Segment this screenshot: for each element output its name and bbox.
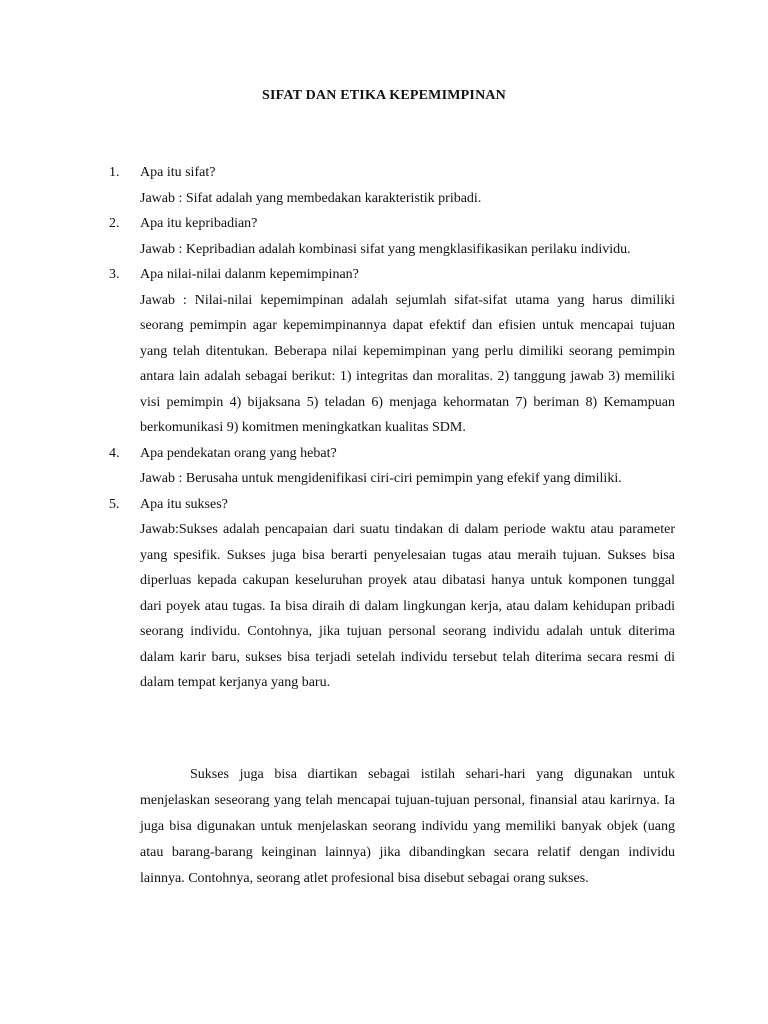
document-title: SIFAT DAN ETIKA KEPEMIMPINAN	[261, 88, 506, 103]
qa-number: 5.	[109, 496, 120, 512]
qa-item-1	[109, 160, 675, 211]
qa-number: 1.	[109, 165, 120, 180]
qa-number: 2.	[109, 216, 120, 231]
qa-item-2	[109, 211, 675, 262]
qa-answer: Jawab:Sukses adalah pencapaian dari suatu tindakan di dalam periode waktu atau parameter yang spesifik. Sukses juga bisa berarti penyelesaian tugas atau meraih tujuan. Sukses bisa diperluas kepada cakupan keseluruhan proyek atau dibatasi hanya untuk komponen tunggal dari poyek atau tugas. Ia bisa diraih di dalam lingkungan kerja, atau dalam kehidupan pribadi seorang individu. Contohnya, jika tujuan personal seorang individu adalah untuk diterima dalam karir baru, sukses bisa terjadi setelah individu tersebut telah diterima secara resmi di dalam tempat kerjanya yang baru.	[140, 522, 675, 690]
qa-body	[140, 211, 675, 262]
qa-question: Apa itu sifat?	[140, 165, 216, 180]
qa-body	[140, 160, 675, 211]
qa-answer: Jawab : Nilai-nilai kepemimpinan adalah sejumlah sifat-sifat utama yang harus dimiliki seorang pemimpin agar kepemimpinannya dapat efektif dan efisien untuk mencapai tujuan yang telah ditentukan. Beberapa nilai kepemimpinan yang perlu dimiliki seorang pemimpin antara lain adalah sebagai berikut: 1) integritas dan moralitas. 2) tanggung jawab 3) memiliki visi pemimpin 4) bijaksana 5) teladan 6) menjaga kehormatan 7) beriman 8) Kemampuan berkomunikasi 9) komitmen meningkatkan kualitas SDM.	[140, 292, 675, 435]
qa-list	[109, 160, 675, 696]
qa-number: 3.	[109, 267, 120, 282]
qa-question: Apa itu kepribadian?	[140, 216, 258, 231]
qa-answer: Jawab : Berusaha untuk mengidenifikasi ciri-ciri pemimpin yang efekif yang dimiliki.	[140, 471, 622, 486]
qa-question: Apa itu sukses?	[140, 496, 228, 512]
qa-question: Apa pendekatan orang yang hebat?	[140, 445, 337, 461]
qa-question: Apa nilai-nilai dalanm kepemimpinan?	[140, 267, 359, 282]
qa-answer: Jawab : Sifat adalah yang membedakan karakteristik pribadi.	[140, 190, 482, 206]
qa-item-5	[109, 492, 675, 696]
qa-item-4	[109, 441, 675, 492]
qa-item-3	[109, 262, 675, 441]
qa-number: 4.	[109, 445, 120, 461]
qa-body	[140, 262, 675, 441]
qa-answer: Jawab : Kepribadian adalah kombinasi sifat yang mengklasifikasikan perilaku individu.	[140, 241, 631, 257]
closing-paragraph: Sukses juga bisa diartikan sebagai istilah sehari-hari yang digunakan untuk menjelaskan seseorang yang telah mencapai tujuan-tujuan personal, finansial atau karirnya. Ia juga bisa digunakan untuk menjelaskan seorang individu yang memiliki banyak objek (uang atau barang-barang keinginan lainnya) jika dibandingkan secara relatif dengan individu lainnya. Contohnya, seorang atlet profesional bisa disebut sebagai orang sukses.	[140, 767, 675, 886]
qa-body	[140, 441, 675, 492]
qa-body	[140, 492, 675, 696]
